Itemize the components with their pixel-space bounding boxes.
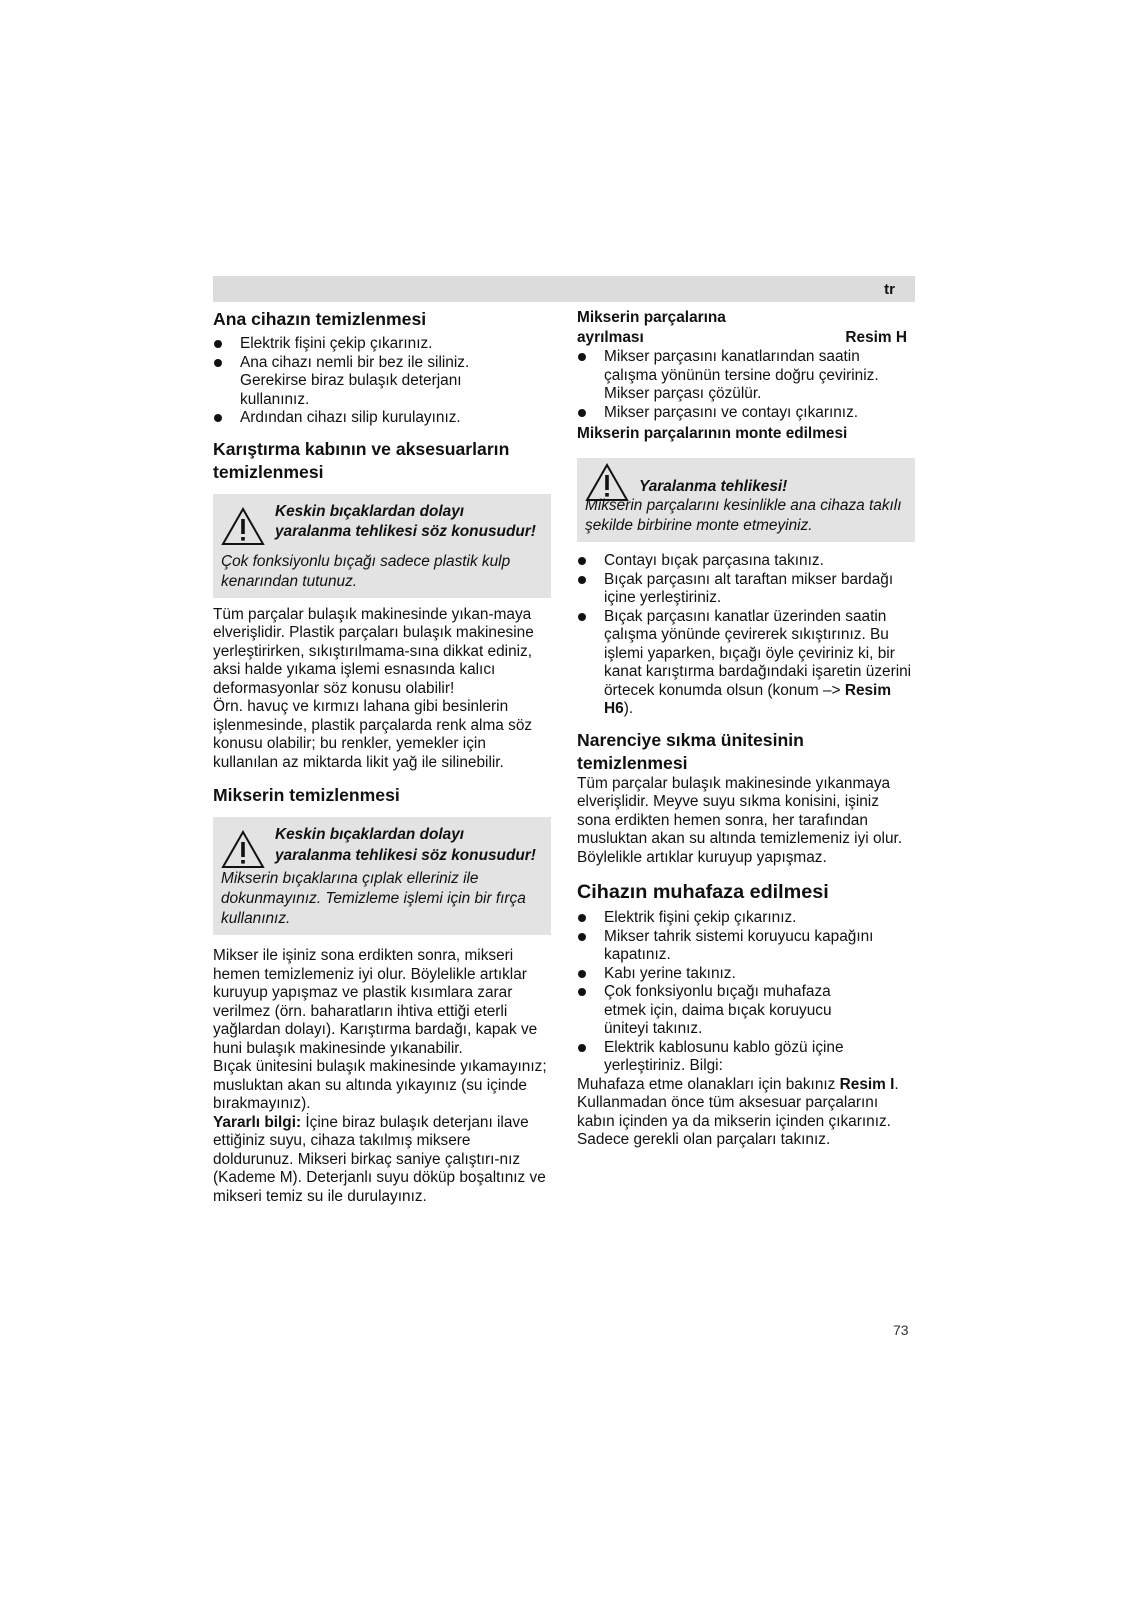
figure-reference: Resim I — [839, 1075, 895, 1093]
language-code: tr — [884, 281, 895, 298]
list-item: Çok fonksiyonlu bıçağı muhafaza etmek için, daima bıçak koruyucu üniteyi takınız. — [577, 983, 915, 1039]
list-item: Ardından cihazı silip kurulayınız. — [213, 409, 551, 428]
section-title-row — [577, 328, 915, 348]
figure-reference: Resim H — [845, 329, 907, 346]
warning-box — [213, 494, 551, 598]
figure-reference: Resim H6 — [604, 681, 892, 717]
list-item: Bıçak parçasını alt taraftan mikser bardağı içine yerleştiriniz. — [577, 571, 915, 608]
warning-triangle-icon — [221, 506, 265, 546]
list-item: Ana cihazı nemli bir bez ile siliniz. Gerekirse biraz bulaşık deterjanı kullanınız. — [213, 354, 551, 410]
list-item: Mikser parçasını ve contayı çıkarınız. — [577, 404, 915, 423]
warning-text: Mikserin bıçaklarına çıplak elleriniz ile dokunmayınız. Temizleme işlemi için bir fırça kullanınız. — [221, 870, 526, 927]
right-column — [577, 308, 915, 1150]
section-title: Karıştırma kabının ve aksesuarların temizlenmesi — [213, 438, 510, 482]
list-item: Contayı bıçak parçasına takınız. — [577, 552, 915, 571]
paragraph: Örn. havuç ve kırmızı lahana gibi besinlerin işlenmesinde, plastik parçalarda renk alma söz konusu olabilir; bu renkler, yemekler için kullanılan az miktarda likit yağ ile silinebilir. — [213, 698, 533, 771]
warning-title: Keskin bıçaklardan dolayı yaralanma tehlikesi söz konusudur! — [275, 502, 536, 540]
tip-paragraph — [213, 1114, 551, 1207]
bullet-list — [577, 552, 915, 719]
left-column — [213, 308, 551, 1206]
header-bar — [213, 276, 915, 302]
section-title: Mikserin temizlenmesi — [213, 785, 400, 805]
section-title: Cihazın muhafaza edilmesi — [577, 881, 829, 903]
list-item: Elektrik fişini çekip çıkarınız. — [213, 335, 551, 354]
section-title: Narenciye sıkma ünitesinin temizlenmesi — [577, 729, 804, 773]
list-item: Elektrik fişini çekip çıkarınız. — [577, 909, 915, 928]
warning-triangle-icon — [221, 829, 265, 869]
warning-text: Çok fonksiyonlu bıçağı sadece plastik kulp kenarından tutunuz. — [221, 552, 511, 590]
section-title-continued: ayrılması — [577, 329, 644, 346]
list-item: Kabı yerine takınız. — [577, 965, 915, 984]
warning-title: Yaralanma tehlikesi! — [639, 477, 788, 495]
warning-box — [577, 458, 915, 542]
warning-title: Keskin bıçaklardan dolayı yaralanma tehlikesi söz konusudur! — [275, 826, 536, 864]
list-item: Bıçak parçasını kanatlar üzerinden saatin çalışma yönünde çevirerek sıkıştırınız. Bu işlemi yaparken, bıçağı öyle çeviriniz ki, bir kanat karıştırma bardağındaki işaretin üzerini örtecek konumda olsun (konum –> Resim H6). — [577, 608, 915, 719]
list-item: Mikser parçasını kanatlarından saatin çalışma yönünün tersine doğru çeviriniz. Mikser parçası çözülür. — [577, 348, 915, 404]
paragraph: Bıçak ünitesini bulaşık makinesinde yıkamayınız; musluktan akan su altında yıkayınız (su içinde bırakmayınız). — [213, 1058, 547, 1112]
page-number: 73 — [893, 1322, 909, 1338]
bullet-list — [577, 348, 915, 422]
paragraph: Mikser ile işiniz sona erdikten sonra, mikseri hemen temizlemeniz iyi olur. Böylelikle artıklar kuruyup yapışmaz ve plastik kısımlara zarar verilmez (örn. baharatların ihtiva ettiği eterli yağlardan dolayı). Karıştırma bardağı, kapak ve huni bulaşık makinesinde yıkanabilir. — [213, 947, 538, 1057]
tip-text: İçine biraz bulaşık deterjanı ilave ettiğiniz suyu, cihaza takılmış miksere doldurunuz. Mikseri birkaç saniye çalıştırı-nız (Kademe M). Deterjanlı suyu döküp boşaltınız ve mikseri temiz su ile durulayınız. — [213, 1113, 546, 1205]
bullet-list — [577, 909, 915, 1076]
paragraph: Tüm parçalar bulaşık makinesinde yıkanmaya elverişlidir. Meyve suyu sıkma konisini, işiniz sona erdikten hemen sonra, her tarafından musluktan akan su altında temizlemeniz iyi olur. Böylelikle artıklar kuruyup yapışmaz. — [577, 774, 903, 866]
tip-label: Yararlı bilgi: — [213, 1113, 302, 1131]
warning-box — [213, 817, 551, 935]
paragraph: Muhafaza etme olanakları için bakınız Resim I. Kullanmadan önce tüm aksesuar parçalarını kabın içinden ya da mikserin içinden çıkarınız. Sadece gerekli olan parçaları takınız. — [577, 1075, 899, 1148]
bullet-list — [213, 335, 551, 428]
warning-text: Mikserin parçalarını kesinlikle ana cihaza takılı şekilde birbirine monte etmeyiniz. — [585, 497, 902, 534]
list-item: Elektrik kablosunu kablo gözü içine yerleştiriniz. Bilgi: — [577, 1039, 915, 1076]
section-title: Mikserin parçalarına — [577, 309, 726, 326]
list-item: Mikser tahrik sistemi koruyucu kapağını kapatınız. — [577, 928, 915, 965]
section-title: Mikserin parçalarının monte edilmesi — [577, 425, 848, 442]
section-title: Ana cihazın temizlenmesi — [213, 309, 427, 329]
paragraph: Tüm parçalar bulaşık makinesinde yıkan-maya elverişlidir. Plastik parçaları bulaşık makinesine yerleştirirken, sıkıştırılmama-sına dikkat ediniz, aksi halde yıkama işlemi esnasında kalıcı deformasyonlar söz konusu olabilir! — [213, 605, 534, 697]
